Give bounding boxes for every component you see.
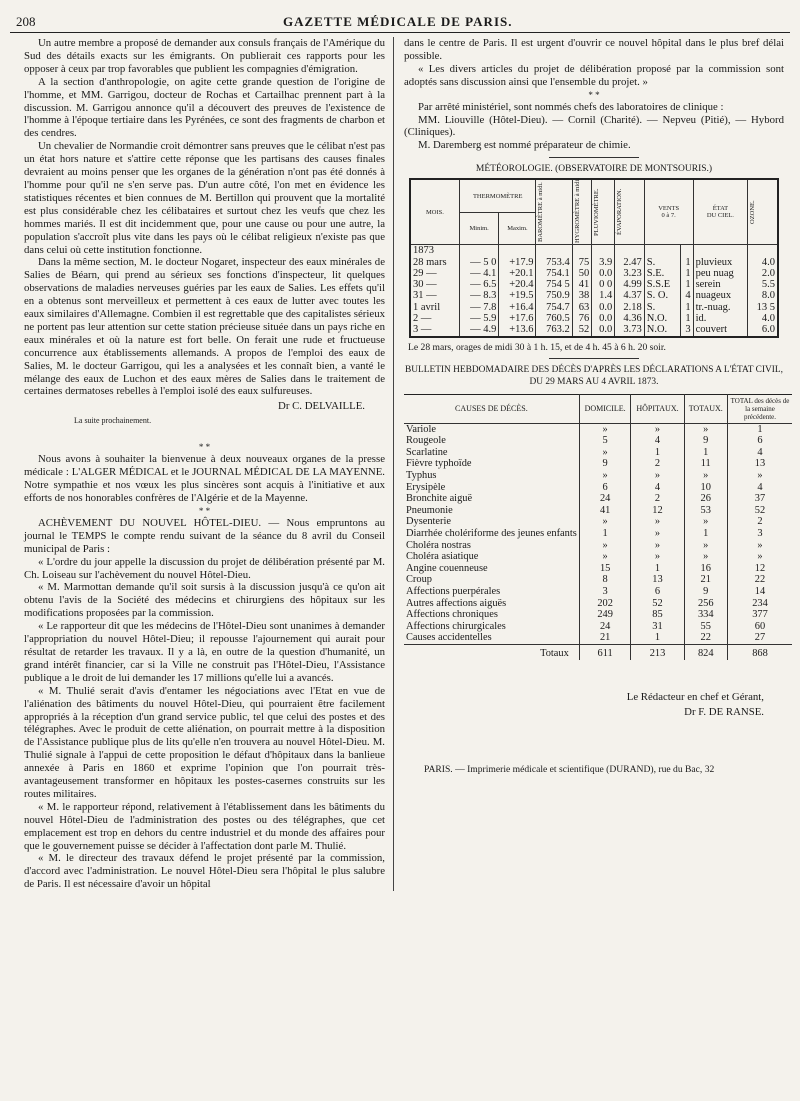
deaths-table <box>404 394 792 660</box>
section-separator: * * <box>588 89 600 100</box>
col-hopitaux: HÔPITAUX. <box>631 394 684 423</box>
table-row: Choléra nostras » » » » <box>404 540 792 552</box>
table-row: Typhus » » » » <box>404 470 792 482</box>
meteo-col-ozone: OZONE. <box>748 179 778 245</box>
journal-title: GAZETTE MÉDICALE DE PARIS. <box>283 14 513 29</box>
table-row: Choléra asiatique » » » » <box>404 551 792 563</box>
table-row: Erysipèle 6 4 10 4 <box>404 482 792 494</box>
table-row: Variole » » » 1 <box>404 423 792 435</box>
meteo-col-max: Maxim. <box>499 213 536 245</box>
meteo-col-min: Minim. <box>459 213 499 245</box>
divider <box>549 358 639 359</box>
table-row: 1873 <box>410 245 778 257</box>
paragraph: « M. Marmottan demande qu'il soit sursis à la discussion jusqu'à ce qu'on ait obtenu l'avis de la Société des médecins et chirurgiens des hôpitaux sur les modifications proposées par la commission. <box>24 581 385 620</box>
paragraph: « M. le directeur des travaux défend le projet présenté par la commission, d'accord avec l'administration. Le nouvel Hôtel-Dieu sera l'hôpital le plus salubre de Paris. Il est nécessaire d'avoir un hôpital <box>24 852 385 891</box>
table-row: 29 — — 4.1 +20.1 754.1 50 0.0 3.23 S.E. 1 peu nuag 2.0 <box>410 268 778 279</box>
paragraph: Par arrêté ministériel, sont nommés chefs des laboratoires de clinique : <box>418 100 724 113</box>
table-row: Dysenterie » » » 2 <box>404 516 792 528</box>
meteo-col-etat: ÉTAT DU CIEL. <box>693 179 748 245</box>
meteo-note: Le 28 mars, orages de midi 30 à 1 h. 15, et de 4 h. 45 à 6 h. 20 soir. <box>408 341 666 353</box>
meteo-col-evap: ÉVAPORATION. <box>615 179 645 245</box>
welcome-paragraph: Nous avons à souhaiter la bienvenue à deux nouveaux organes de la presse médicale : L'ALGER MÉDICAL et le JOURNAL MÉDICAL DE LA MAYENNE. Notre sympathie et nos vœux les plus sincères sont acquis à l'initiative et aux efforts de nos honorables confrères de l'Algérie et de la Mayenne. <box>24 453 385 504</box>
section-separator: * * <box>198 505 211 516</box>
meteo-col-hygro: HYGROMÈTRE à midi. <box>572 179 592 245</box>
table-row: Angine couenneuse 15 1 16 12 <box>404 563 792 575</box>
table-row: Affections chroniques 249 85 334 377 <box>404 609 792 621</box>
table-row: Rougeole 5 4 9 6 <box>404 435 792 447</box>
table-row: Bronchite aiguë 24 2 26 37 <box>404 493 792 505</box>
page-header <box>10 14 790 33</box>
table-row: 31 — — 8.3 +19.5 750.9 38 1.4 4.37 S. O. 4 nuageux 8.0 <box>410 290 778 301</box>
col-causes: CAUSES DE DÉCÈS. <box>404 394 579 423</box>
right-column <box>394 37 790 891</box>
page-number: 208 <box>16 14 36 29</box>
table-row: 1 avril — 7.8 +16.4 754.7 63 0.0 2.18 S. 1 tr.-nuag. 13 5 <box>410 302 778 313</box>
to-be-continued: La suite prochainement. <box>74 416 152 426</box>
paragraph: « Le rapporteur dit que les médecins de l'Hôtel-Dieu sont unanimes à demander l'appropriation du nouvel Hôtel-Dieu; il repousse l'ajournement qui aurait pour résultat de retarder les travaux. Il y a là, en outre de la question d'humanité, un grand intérêt financier, car si la Ville ne construit pas l'Hôtel-Dieu, l'Assistance publique a le droit de lui demander les 17 millions qu'elle lui a avancés. <box>24 620 385 684</box>
paragraph: « Les divers articles du projet de délibération proposé par la commission sont adoptés sans discussion ainsi que l'ensemble du projet. » <box>404 62 784 88</box>
hotel-dieu-intro: ACHÈVEMENT DU NOUVEL HÔTEL-DIEU. — Nous empruntons au journal le TEMPS le compte rendu suivant de la séance du 8 avril du Conseil municipal de Paris : <box>24 516 385 555</box>
meteo-col-vents: VENTS 0 à 7. <box>644 179 693 245</box>
table-row: 2 — — 5.9 +17.6 760.5 76 0.0 4.36 N.O. 1 id. 4.0 <box>410 313 778 324</box>
table-row: Diarrhée cholériforme des jeunes enfants 1 » 1 3 <box>404 528 792 540</box>
paragraph: dans le centre de Paris. Il est urgent d'ouvrir ce nouvel hôpital dans le plus bref délai possible. <box>404 37 784 62</box>
table-row: 3 — — 4.9 +13.6 763.2 52 0.0 3.73 N.O. 3 couvert 6.0 <box>410 324 778 336</box>
meteo-col-thermo: THERMOMÈTRE <box>459 179 536 213</box>
author-signature: Dr C. DELVAILLE. <box>278 400 365 413</box>
hotel-dieu-heading: ACHÈVEMENT DU NOUVEL HÔTEL-DIEU. <box>38 516 262 529</box>
meteo-title: MÉTÉOROLOGIE. (OBSERVATOIRE DE MONTSOURIS.) <box>475 164 713 175</box>
divider <box>549 157 639 158</box>
bulletin-title: BULLETIN HEBDOMADAIRE DES DÉCÈS D'APRÈS LES DÉCLARATIONS A L'ÉTAT CIVIL, DU 29 MARS AU 4 AVRIL 1873. <box>405 364 783 387</box>
editor-signature: Le Rédacteur en chef et Gérant, Dr F. DE RANSE. <box>626 690 764 718</box>
meteo-col-mois: MOIS. <box>410 179 459 245</box>
col-precedente: TOTAL des décès de la semaine précédente. <box>728 394 793 423</box>
meteo-table <box>409 178 779 337</box>
paragraph: Un chevalier de Normandie croit démontrer sans preuves que le célibat n'est pas un état hors nature et s'attire cette réponse que les partisans des causes finales devraient au moins penser que les organes de la génération n'ont pas été donnés à l'homme pour qu'il ne s'en serve pas. D'un autre côté, l'on met en évidence les statistiques récentes et bien connues de M. Bertillon qui prouvent que la mortalité est plus considérable chez les célibataires et surtout chez les veufs que chez les hommes mariés. Il est dit incidemment que, pour une cause ou pour une autre, la population s'accroît plus vite dans les pays où le célibat religieux n'existe pas que dans celui où cette institution fonctionne. <box>24 140 385 256</box>
paragraph: Dans la même section, M. le docteur Nogaret, inspecteur des eaux minérales de Salies de Béarn, qui prend au sérieux ses fonctions d'inspecteur, lit quelques observations de maladies nerveuses guéries par les eaux de Salies. Les effets qu'il en a obtenus sont merveilleux et permettent à ces eaux de lutter avec toutes les eaux similaires d'Allemagne. Combien il est regrettable que des capitalistes sérieux ne portent pas leur attention sur cette station précieuse située dans un pays riche en eaux minérales et où la nature est fort belle. On ferait une rude et fructueuse concurrence aux établissements allemands. A propos de l'emploi des eaux de Salies, M. le docteur Garrigou, qui les a analysées et les connaît bien, a vanté le mélange des eaux de Luchon et des eaux mères de Salies dans le traitement de certaines dermatoses rebelles à l'emploi isolé des eaux sulfureuses. <box>24 256 385 398</box>
meteo-col-pluvio: PLUVIOMÈTRE. <box>592 179 615 245</box>
table-row: Fièvre typhoïde 9 2 11 13 <box>404 458 792 470</box>
imprint: PARIS. — Imprimerie médicale et scientifique (DURAND), rue du Bac, 32 <box>424 763 715 775</box>
meteo-col-baro: BAROMÈTRE à midi. <box>536 179 572 245</box>
paragraph: MM. Liouville (Hôtel-Dieu). — Cornil (Charité). — Nepveu (Pitié), — Hybord (Cliniques). <box>404 113 784 139</box>
table-row: Affections chirurgicales 24 31 55 60 <box>404 621 792 633</box>
paragraph: Un autre membre a proposé de demander aux consuls français de l'Amérique du Sud des détails exacts sur les émigrants. On publierait ces rapports pour les opposer à ceux par trop favorables que publient les compagnies d'émigration. <box>24 37 385 75</box>
table-row: Causes accidentelles 21 1 22 27 <box>404 632 792 644</box>
paragraph: « M. Thulié serait d'avis d'entamer les négociations avec l'Etat en vue de l'aliénation des bâtiments du nouvel Hôtel-Dieu, qui pourraient être facilement appropriés à la réception d'un grand service public, tel que celui des postes et des télégraphes. Avec le produit de cette aliénation, on pourrait mettre à la disposition de l'Assistance publique plus de lits qu'elle n'en trouvera au nouvel Hôtel-Dieu. M. Thulié signale à l'appui de cette proposition le défaut d'hôpitaux dans la banlieue annexée à Paris en 1860 et exprime l'opinion que l'on pourrait très-avantageusement transformer en hôpitaux les postes-casernes construits sur les routes militaires. <box>24 684 385 800</box>
table-row: Scarlatine » 1 1 4 <box>404 447 792 459</box>
paragraph: « L'ordre du jour appelle la discussion du projet de délibération présenté par M. Ch. Loiseau sur l'achèvement du nouvel Hôtel-Dieu. <box>24 555 385 581</box>
totals-row: Totaux 611 213 824 868 <box>404 644 792 659</box>
paragraph: A la section d'anthropologie, on agite cette grande question de l'origine de l'homme, et MM. Garrigou, docteur de Rochas et Cartailhac prennent part à la discussion. M. Garrigou annonce qu'il a découvert des preuves de l'existence de l'homme à l'époque tertiaire dans les Pyrénées, ce sont des fragments de charbon et des cendres. <box>24 75 385 140</box>
table-row: Autres affections aiguës 202 52 256 234 <box>404 598 792 610</box>
table-row: 30 — — 6.5 +20.4 754 5 41 0 0 4.99 S.S.E 1 serein 5.5 <box>410 279 778 290</box>
col-domicile: DOMICILE. <box>579 394 631 423</box>
section-separator: * * <box>198 442 211 453</box>
table-row: Pneumonie 41 12 53 52 <box>404 505 792 517</box>
table-row: Croup 8 13 21 22 <box>404 574 792 586</box>
paragraph: « M. le rapporteur répond, relativement à l'établissement dans les bâtiments du nouvel Hôtel-Dieu de l'administration des postes ou des télégraphes, que cet emplacement est trop en dehors du centre industriel et du monde des affaires pour que le gouvernement puisse se décider à l'affectation dont parle M. Thulié. <box>24 800 385 852</box>
paragraph: M. Daremberg est nommé préparateur de chimie. <box>418 139 631 152</box>
table-row: Affections puerpérales 3 6 9 14 <box>404 586 792 598</box>
col-totaux: TOTAUX. <box>684 394 728 423</box>
left-column <box>10 37 394 891</box>
table-row: 28 mars — 5 0 +17.9 753.4 75 3.9 2.47 S. 1 pluvieux 4.0 <box>410 257 778 268</box>
